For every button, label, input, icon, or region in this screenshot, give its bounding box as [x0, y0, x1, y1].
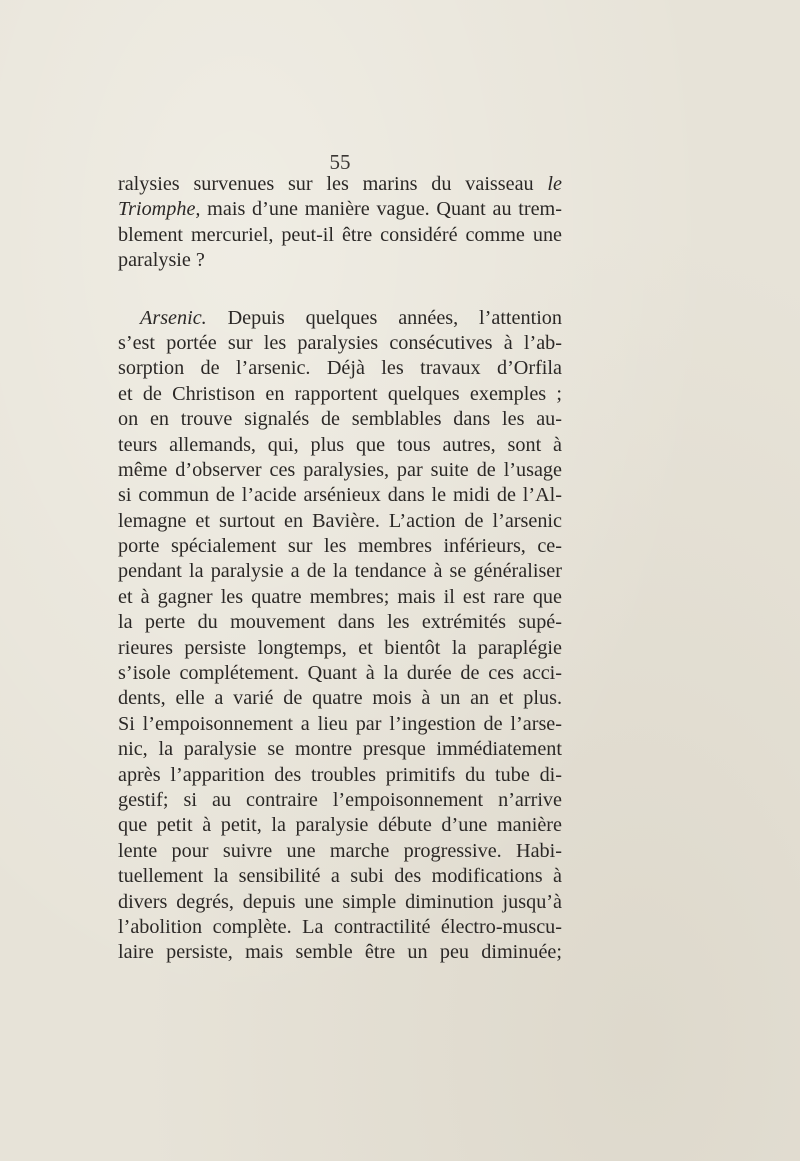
- paragraph-1-line: blement mercuriel, peut-il être considéré comme une: [118, 223, 562, 246]
- paragraph-2-line: porte spécialement sur les membres inférieurs, ce-: [118, 535, 562, 558]
- paragraph-2-line: dents, elle a varié de quatre mois à un an et plus.: [118, 687, 562, 710]
- paragraph-1-line: ralysies survenues sur les marins du vaisseau le: [118, 173, 562, 195]
- paragraph-2-line: gestif; si au contraire l’empoisonnement n’arrive: [118, 788, 562, 811]
- paragraph-2-line: sorption de l’arsenic. Déjà les travaux d’Orfila: [118, 357, 562, 380]
- paragraph-2-line: divers degrés, depuis une simple diminution jusqu’à: [118, 890, 562, 913]
- paragraph-2-line: même d’observer ces paralysies, par suite de l’usage: [118, 458, 562, 481]
- paragraph-2-line: lente pour suivre une marche progressive. Habi-: [118, 839, 562, 862]
- paragraph-2-line: tuellement la sensibilité a subi des modifications à: [118, 865, 562, 888]
- page-number: 55: [329, 150, 351, 174]
- paragraph-2-line: l’abolition complète. La contractilité électro-muscu-: [118, 915, 562, 938]
- paragraph-2-line: laire persiste, mais semble être un peu diminuée;: [118, 941, 562, 964]
- paragraph-2-line: si commun de l’acide arsénieux dans le midi de l’Al-: [118, 484, 562, 507]
- paragraph-2-line: Arsenic. Depuis quelques années, l’attention: [140, 306, 562, 329]
- paragraph-2-line: lemagne et surtout en Bavière. L’action de l’arsenic: [118, 509, 562, 532]
- paragraph-2-line: Si l’empoisonnement a lieu par l’ingestion de l’arse-: [118, 712, 562, 735]
- paragraph-gap: [118, 274, 562, 306]
- paragraph-2-line: rieures persiste longtemps, et bientôt la paraplégie: [118, 636, 562, 659]
- paragraph-2-line: après l’apparition des troubles primitifs du tube di-: [118, 763, 562, 786]
- section-heading: Arsenic.: [140, 306, 207, 329]
- paragraph-2-line: on en trouve signalés de semblables dans les au-: [118, 408, 562, 431]
- paragraph-1-line: Triomphe, mais d’une manière vague. Quant au trem-: [118, 198, 562, 221]
- paragraph-2-line: nic, la paralysie se montre presque immédiatement: [118, 738, 562, 761]
- paragraph-2-line: teurs allemands, qui, plus que tous autres, sont à: [118, 433, 562, 456]
- paragraph-2-line: et de Christison en rapportent quelques exemples ;: [118, 382, 562, 405]
- paragraph-2-line: la perte du mouvement dans les extrémités supé-: [118, 611, 562, 634]
- paragraph-2-line: pendant la paralysie a de la tendance à se généraliser: [118, 560, 562, 583]
- paragraph-2-line: s’est portée sur les paralysies consécutives à l’ab-: [118, 331, 562, 354]
- body-text: [118, 172, 562, 966]
- paragraph-2-line: s’isole complétement. Quant à la durée de ces acci-: [118, 662, 562, 685]
- paragraph-2-line: que petit à petit, la paralysie débute d’une manière: [118, 814, 562, 837]
- paragraph-1-line: paralysie ?: [118, 249, 205, 272]
- paragraph-2-line: et à gagner les quatre membres; mais il est rare que: [118, 585, 562, 608]
